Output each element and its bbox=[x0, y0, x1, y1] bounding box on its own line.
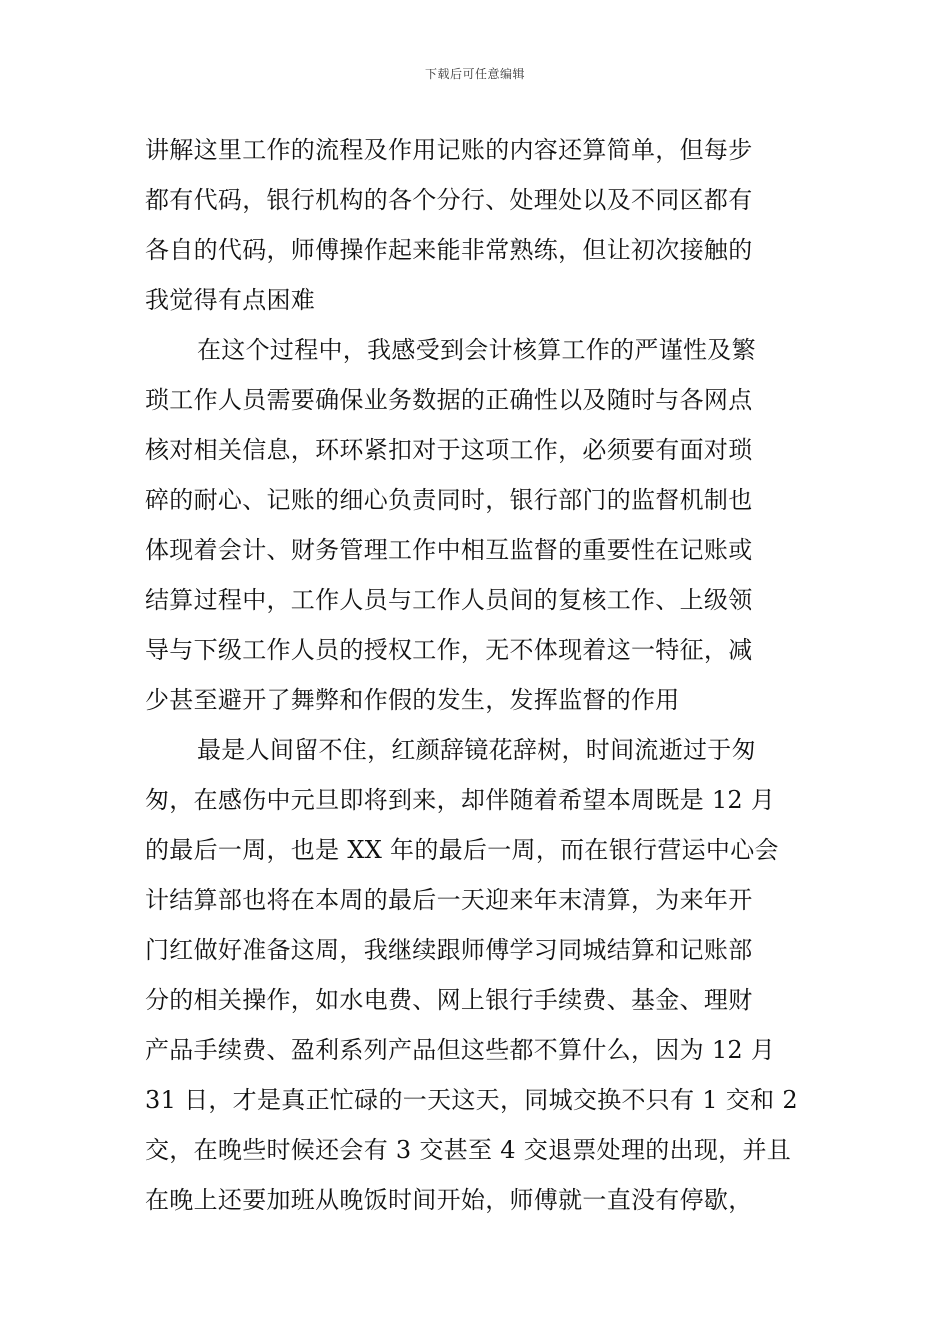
paragraph-1-line-2: 都有代码，银行机构的各个分行、处理处以及不同区都有 bbox=[145, 186, 753, 214]
page-header: 下载后可任意编辑 bbox=[424, 67, 525, 81]
paragraph-3-line-8: 31 日，才是真正忙碌的一天这天，同城交换不只有 1 交和 2 bbox=[145, 1086, 798, 1114]
paragraph-2-line-8: 少甚至避开了舞弊和作假的发生，发挥监督的作用 bbox=[145, 686, 680, 714]
paragraph-2-line-1: 在这个过程中，我感受到会计核算工作的严谨性及繁 bbox=[197, 336, 756, 364]
paragraph-2-line-5: 体现着会计、财务管理工作中相互监督的重要性在记账或 bbox=[145, 536, 753, 564]
paragraph-1-line-1: 讲解这里工作的流程及作用记账的内容还算简单，但每步 bbox=[145, 136, 753, 164]
paragraph-3-line-9: 交，在晚些时候还会有 3 交甚至 4 交退票处理的出现，并且 bbox=[145, 1136, 792, 1164]
paragraph-3-line-4: 计结算部也将在本周的最后一天迎来年末清算，为来年开 bbox=[145, 886, 753, 914]
paragraph-3-line-2: 匆，在感伤中元旦即将到来，却伴随着希望本周既是 12 月 bbox=[145, 786, 776, 814]
paragraph-3-line-3: 的最后一周，也是 XX 年的最后一周，而在银行营运中心会 bbox=[145, 836, 779, 864]
paragraph-1-line-4: 我觉得有点困难 bbox=[145, 286, 316, 314]
paragraph-3-line-10: 在晚上还要加班从晚饭时间开始，师傅就一直没有停歇， bbox=[145, 1186, 753, 1214]
paragraph-2-line-3: 核对相关信息，环环紧扣对于这项工作，必须要有面对琐 bbox=[145, 436, 753, 464]
paragraph-3-line-1: 最是人间留不住，红颜辞镜花辞树，时间流逝过于匆 bbox=[197, 736, 756, 764]
paragraph-2-line-7: 导与下级工作人员的授权工作，无不体现着这一特征，减 bbox=[145, 636, 753, 664]
paragraph-2-line-4: 碎的耐心、记账的细心负责同时，银行部门的监督机制也 bbox=[145, 486, 753, 514]
paragraph-3-line-5: 门红做好准备这周，我继续跟师傅学习同城结算和记账部 bbox=[145, 936, 753, 964]
paragraph-1-line-3: 各自的代码，师傅操作起来能非常熟练，但让初次接触的 bbox=[145, 236, 753, 264]
document-body bbox=[145, 125, 817, 1225]
paragraph-2-line-2: 琐工作人员需要确保业务数据的正确性以及随时与各网点 bbox=[145, 386, 753, 414]
paragraph-3-line-7: 产品手续费、盈利系列产品但这些都不算什么，因为 12 月 bbox=[145, 1036, 776, 1064]
paragraph-3-line-6: 分的相关操作，如水电费、网上银行手续费、基金、理财 bbox=[145, 986, 753, 1014]
paragraph-2-line-6: 结算过程中，工作人员与工作人员间的复核工作、上级领 bbox=[145, 586, 753, 614]
